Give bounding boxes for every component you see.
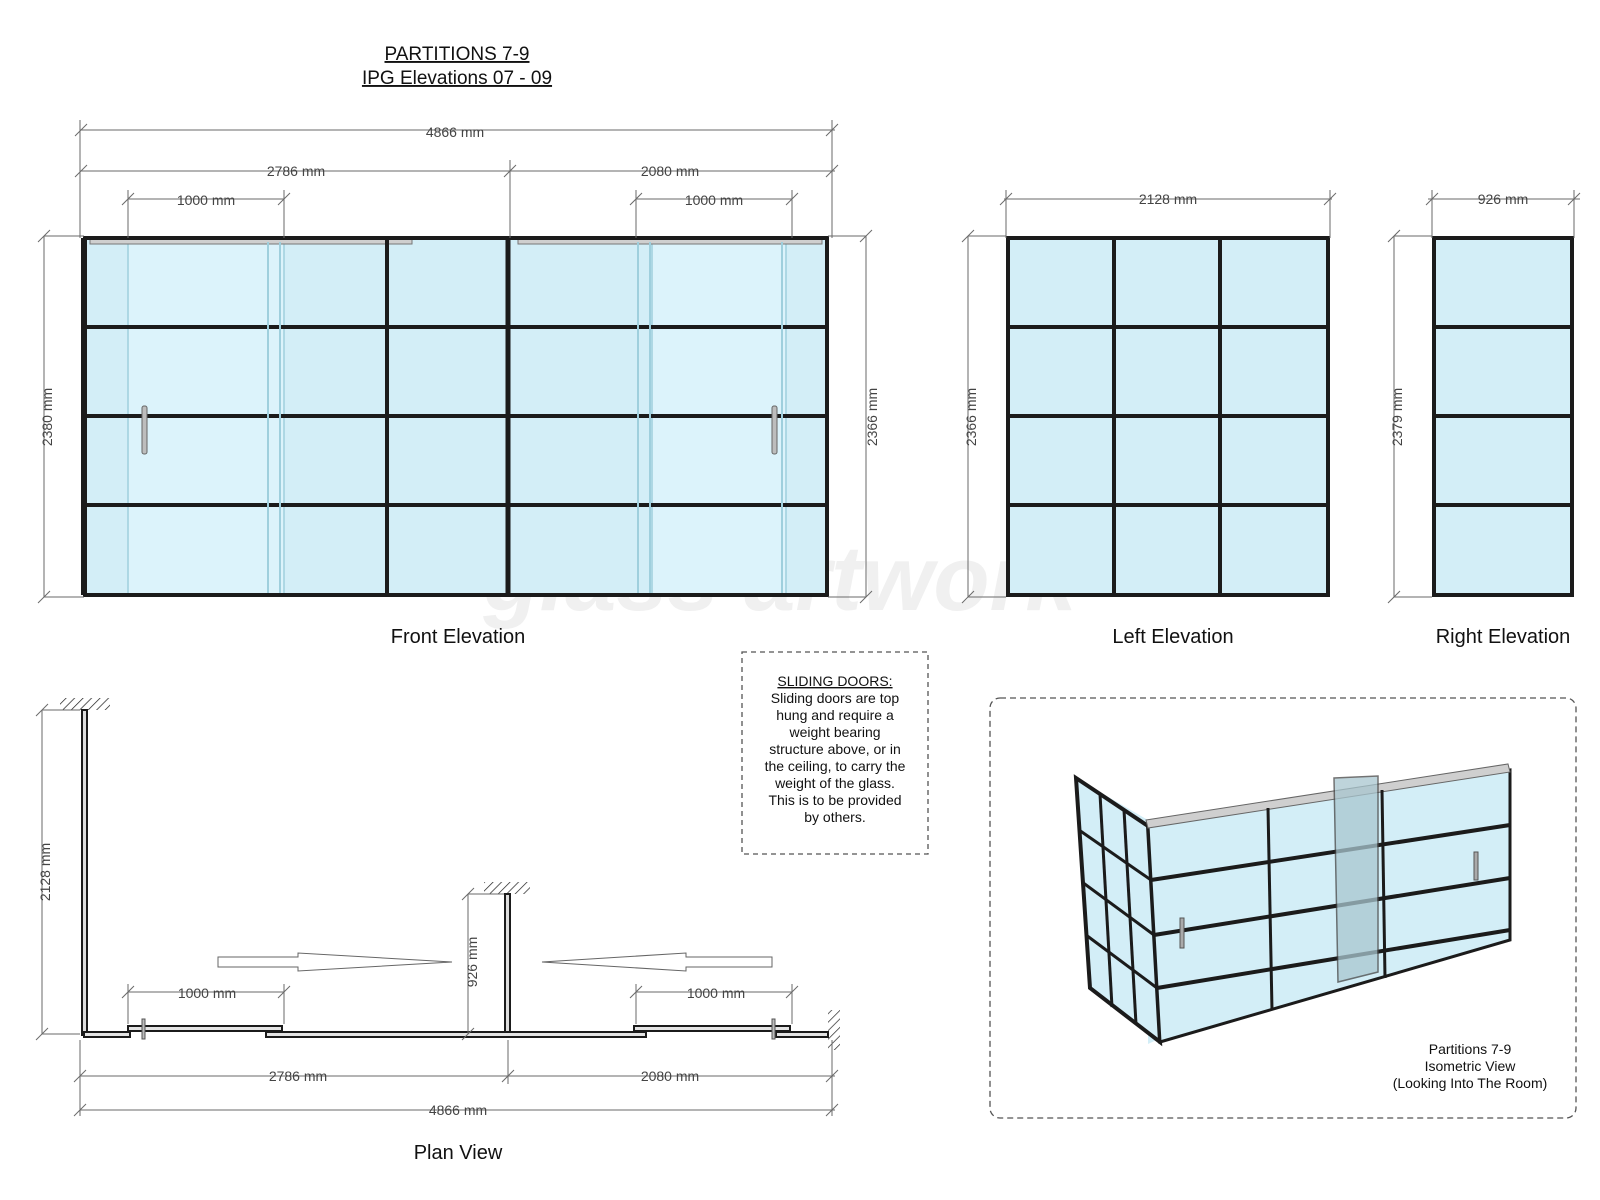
plan-dim-return-mid: 926 mm — [464, 936, 480, 988]
front-right-handle-icon — [772, 406, 777, 454]
plan-dimension-lines — [36, 704, 838, 1116]
front-dim-left-section: 2786 mm — [266, 163, 326, 179]
isometric-view — [990, 698, 1576, 1118]
left-dim-width: 2128 mm — [1138, 191, 1198, 207]
iso-caption-line: Isometric View — [1424, 1058, 1516, 1074]
front-elevation — [38, 120, 880, 648]
plan-main-run — [84, 1026, 828, 1037]
plan-dim-left-section: 2786 mm — [268, 1068, 328, 1084]
title-line-1: PARTITIONS 7-9 — [384, 44, 530, 65]
right-dim-height: 2379 mm — [1389, 387, 1405, 447]
note-line: the ceiling, to carry the — [764, 758, 906, 774]
title-line-2: IPG Elevations 07 - 09 — [361, 68, 553, 89]
front-elevation-caption: Front Elevation — [390, 626, 526, 648]
plan-wall-hatch-left — [60, 698, 110, 710]
note-line: This is to be provided — [768, 792, 902, 808]
iso-caption-line: Partitions 7-9 — [1428, 1041, 1512, 1057]
watermark: artwork — [744, 528, 1077, 630]
plan-dim-return-left: 2128 mm — [37, 842, 53, 902]
front-left-handle-icon — [142, 406, 147, 454]
plan-dim-right-section: 2080 mm — [640, 1068, 700, 1084]
note-line: weight of the glass. — [775, 775, 895, 791]
front-dim-height-right: 2366 mm — [864, 387, 880, 447]
plan-handle-left-icon — [142, 1019, 145, 1039]
iso-mid-return — [1334, 776, 1378, 982]
plan-wall-hatch-mid — [484, 882, 530, 894]
sliding-doors-note — [742, 652, 928, 854]
note-line: Sliding doors are top — [770, 690, 900, 706]
front-dim-door-right: 1000 mm — [684, 192, 744, 208]
right-elevation-caption: Right Elevation — [1435, 626, 1571, 648]
plan-return-mid — [505, 894, 510, 1036]
plan-view — [36, 698, 840, 1164]
note-line: structure above, or in — [769, 741, 901, 757]
front-dim-height-left: 2380 mm — [39, 387, 55, 447]
iso-handle-right-icon — [1474, 852, 1478, 880]
note-heading: SLIDING DOORS: — [777, 673, 893, 689]
plan-dim-overall: 4866 mm — [428, 1102, 488, 1118]
slide-arrow-right-icon — [542, 953, 772, 971]
note-line: hung and require a — [776, 707, 894, 723]
plan-return-left — [82, 710, 87, 1035]
front-dim-overall: 4866 mm — [425, 124, 485, 140]
left-elevation-caption: Left Elevation — [1112, 626, 1234, 648]
plan-dim-door-left: 1000 mm — [177, 985, 237, 1001]
front-dim-right-section: 2080 mm — [640, 163, 700, 179]
slide-arrow-left-icon — [218, 953, 452, 971]
right-elevation — [1388, 190, 1580, 648]
iso-caption-line: (Looking Into The Room) — [1392, 1075, 1548, 1091]
plan-view-caption: Plan View — [413, 1142, 503, 1164]
iso-handle-left-icon — [1180, 918, 1184, 948]
left-dim-height: 2366 mm — [963, 387, 979, 447]
note-line: by others. — [804, 809, 866, 825]
right-dim-width: 926 mm — [1477, 191, 1529, 207]
note-line: weight bearing — [789, 724, 881, 740]
plan-handle-right-icon — [772, 1019, 775, 1039]
front-dim-door-left: 1000 mm — [176, 192, 236, 208]
left-elevation — [962, 190, 1336, 648]
plan-wall-hatch-right — [828, 1010, 840, 1050]
plan-dim-door-right: 1000 mm — [686, 985, 746, 1001]
sheet-title — [362, 44, 552, 89]
